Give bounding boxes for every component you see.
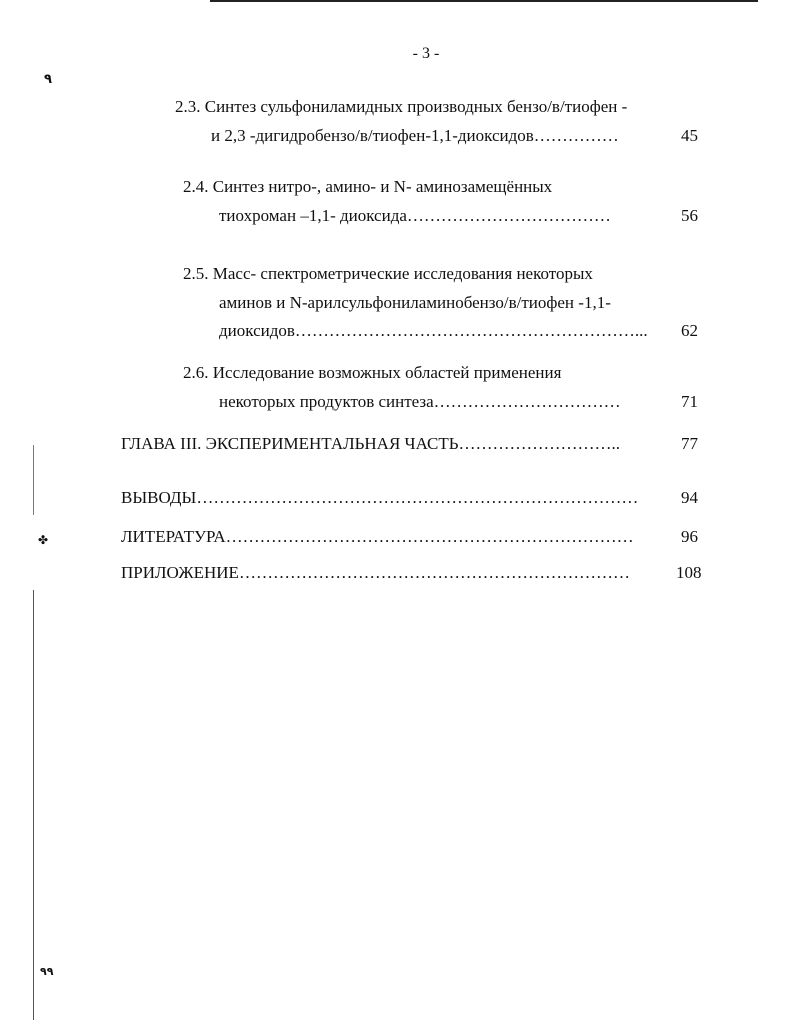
toc-literature-title: ЛИТЕРАТУРА……………………………………………………………… <box>121 527 634 546</box>
toc-2-6-line-1: 2.6. Исследование возможных областей применения <box>183 363 562 382</box>
toc-2-5-page: 62 <box>681 321 698 340</box>
toc-2-3-line-2: и 2,3 -дигидробензо/в/тиофен-1,1-диоксидов…………… <box>211 126 619 145</box>
toc-literature-page: 96 <box>681 527 698 546</box>
scan-edge-upper <box>33 445 34 515</box>
toc-conclusions-title: ВЫВОДЫ…………………………………………………………………… <box>121 488 639 507</box>
top-rule <box>210 0 758 2</box>
page-number: - 3 - <box>412 45 440 62</box>
toc-2-4-line-2: тиохроман –1,1- диоксида……………………………… <box>219 206 611 225</box>
toc-2-6-line-2: некоторых продуктов синтеза…………………………… <box>219 392 621 411</box>
toc-2-3-line-1: 2.3. Синтез сульфониламидных производных бензо/в/тиофен - <box>175 97 628 116</box>
scan-mark-middle: ✤ <box>38 533 49 547</box>
scan-mark-top: ٩ <box>44 72 52 87</box>
toc-2-5-line-1: 2.5. Масс- спектрометрические исследования некоторых <box>183 264 593 283</box>
toc-chapter-3-title: ГЛАВА III. ЭКСПЕРИМЕНТАЛЬНАЯ ЧАСТЬ……………………….. <box>121 434 620 453</box>
toc-2-4-page: 56 <box>681 206 698 225</box>
toc-2-3-page: 45 <box>681 126 698 145</box>
toc-chapter-3-page: 77 <box>681 434 698 453</box>
toc-2-5-line-3: диоксидов……………………………………………………... <box>219 321 648 340</box>
toc-conclusions-page: 94 <box>681 488 698 507</box>
toc-2-4-line-1: 2.4. Синтез нитро-, амино- и N- аминозамещённых <box>183 177 553 196</box>
scan-edge-lower <box>33 590 34 1020</box>
toc-appendix-page: 108 <box>676 563 702 582</box>
toc-appendix-title: ПРИЛОЖЕНИЕ…………………………………………………………… <box>121 563 630 582</box>
toc-2-5-line-2: аминов и N-арилсульфониламинобензо/в/тиофен -1,1- <box>219 293 611 312</box>
toc-2-6-page: 71 <box>681 392 698 411</box>
scan-mark-bottom: ٩٩ <box>40 965 54 978</box>
